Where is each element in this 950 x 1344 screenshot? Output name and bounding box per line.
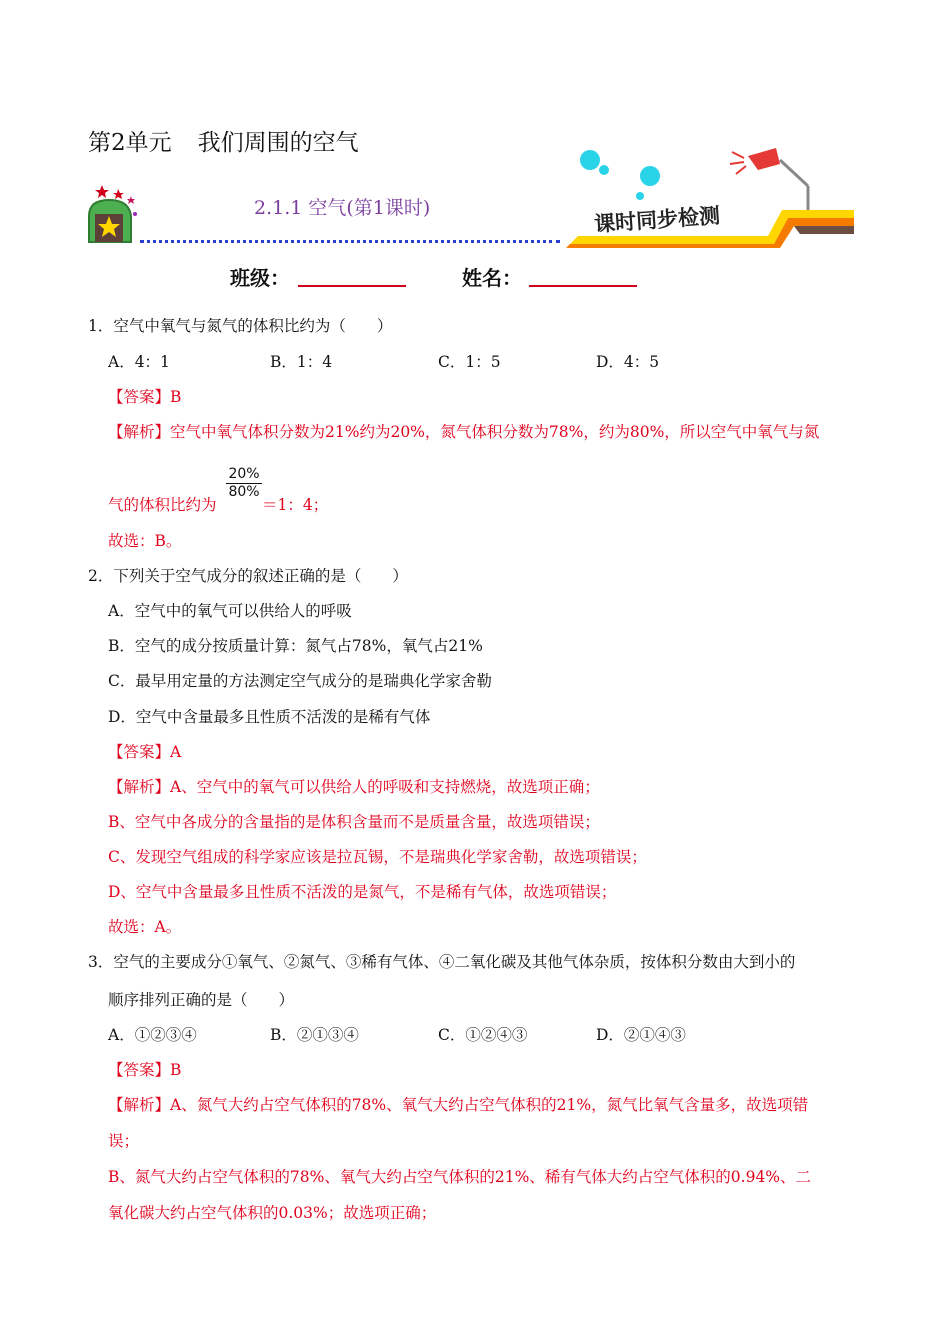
q3-option-d: D．②①④③ (596, 1026, 686, 1044)
name-field[interactable] (529, 285, 637, 287)
q3-option-a: A．①②③④ (108, 1026, 197, 1044)
q2-option-d: D．空气中含量最多且性质不活泼的是稀有气体 (108, 708, 431, 726)
banner-divider (140, 240, 560, 243)
q1-analysis-line1: 【解析】空气中氧气体积分数为21%约为20%，氮气体积分数为78%，约为80%，所以空气中氧气与氮 (108, 423, 820, 441)
lesson-title: 2.1.1 空气(第1课时) (254, 197, 431, 219)
q2-option-b: B．空气的成分按质量计算：氮气占78%，氧气占21% (108, 637, 483, 655)
unit-title (88, 124, 359, 157)
q2-option-c: C．最早用定量的方法测定空气成分的是瑞典化学家舍勒 (108, 672, 492, 690)
q3-stem-line1: 3．空气的主要成分①氧气、②氮气、③稀有气体、④二氧化碳及其他气体杂质，按体积分数由大到小的 (88, 953, 796, 971)
banner-text: 课时同步检测 (593, 203, 721, 237)
name-label: 姓名： (462, 266, 522, 290)
q2-analysis-line: 【解析】A、空气中的氧气可以供给人的呼吸和支持燃烧，故选项正确； (108, 778, 600, 796)
q3-option-c: C．①②④③ (438, 1026, 528, 1044)
q3-analysis-line: 误； (108, 1132, 140, 1150)
q1-option-a: A．4：1 (108, 353, 170, 371)
q3-answer: 【答案】B (108, 1061, 182, 1079)
class-field[interactable] (298, 285, 406, 287)
q2-analysis-line: C、发现空气组成的科学家应该是拉瓦锡，不是瑞典化学家舍勒，故选项错误； (108, 848, 647, 866)
q2-analysis-line: B、空气中各成分的含量指的是体积含量而不是质量含量，故选项错误； (108, 813, 600, 831)
unit-number: 第2单元 (88, 130, 172, 156)
class-label: 班级： (230, 266, 290, 290)
q2-analysis-line: D、空气中含量最多且性质不活泼的是氮气，不是稀有气体，故选项错误； (108, 883, 617, 901)
q1-option-b: B．1：4 (270, 353, 333, 371)
q1-analysis-line2-pre: 气的体积比约为 (108, 496, 217, 514)
q3-analysis-line: 【解析】A、氮气大约占空气体积的78%、氧气大约占空气体积的21%，氮气比氧气含量多，故选项错 (108, 1096, 809, 1114)
q1-conclusion: 故选：B。 (108, 532, 182, 550)
q1-answer: 【答案】B (108, 388, 182, 406)
q3-stem-line2: 顺序排列正确的是（ ） (108, 991, 295, 1009)
fraction-numerator: 20% (226, 466, 262, 484)
q3-analysis-line: B、氮气大约占空气体积的78%、氧气大约占空气体积的21%、稀有气体大约占空气体积的0.94%、二 (108, 1168, 812, 1186)
q1-option-d: D．4：5 (596, 353, 660, 371)
q1-stem: 1．空气中氧气与氮气的体积比约为（ ） (88, 317, 393, 335)
q2-option-a: A．空气中的氧气可以供给人的呼吸 (108, 602, 352, 620)
star-badge-icon (85, 180, 155, 246)
q1-fraction (226, 466, 262, 500)
q1-option-c: C．1：5 (438, 353, 501, 371)
q1-analysis-line2-post: ＝1：4； (262, 496, 329, 514)
q3-analysis-line: 氧化碳大约占空气体积的0.03%；故选项正确； (108, 1204, 437, 1222)
q2-answer: 【答案】A (108, 743, 182, 761)
unit-name: 我们周围的空气 (197, 130, 359, 156)
q2-stem: 2．下列关于空气成分的叙述正确的是（ ） (88, 567, 408, 585)
q2-conclusion: 故选：A。 (108, 918, 182, 936)
q3-option-b: B．②①③④ (270, 1026, 359, 1044)
fraction-denominator: 80% (228, 484, 260, 500)
